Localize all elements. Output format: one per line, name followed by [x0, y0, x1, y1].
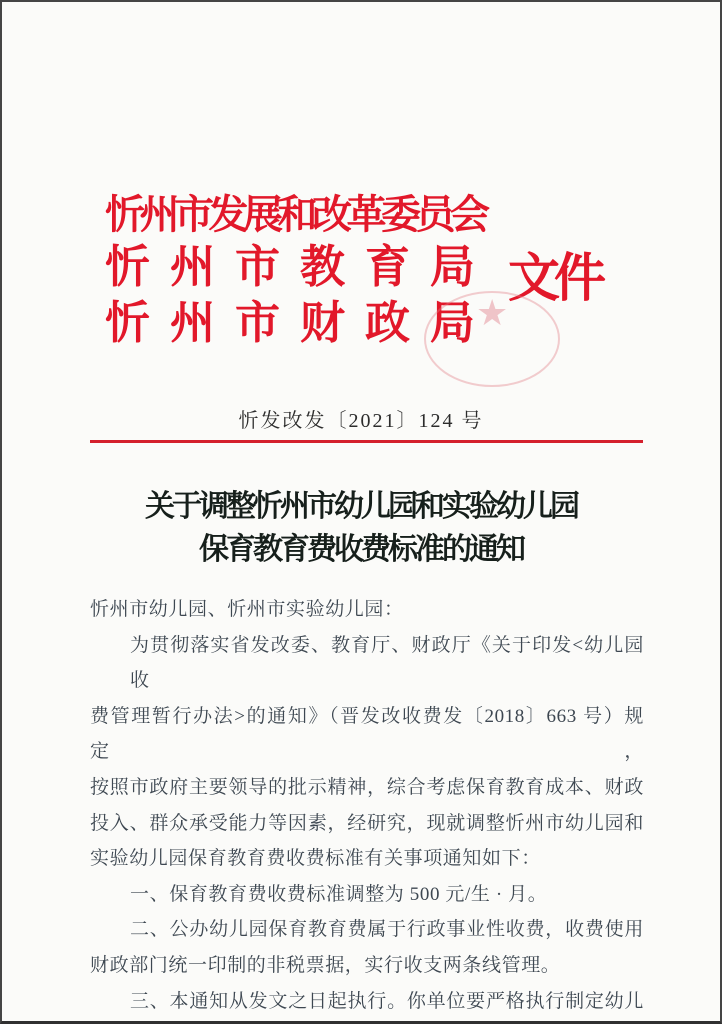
- document-reference-number: 忻发改发〔2021〕124 号: [238, 410, 484, 432]
- agency-char: 局: [429, 241, 475, 292]
- body-text-line: 按照市政府主要领导的批示精神，综合考虑保育教育成本、财政: [90, 776, 644, 798]
- agency-char: 市: [234, 241, 280, 292]
- letterhead-agency-3: [105, 296, 475, 350]
- document-title-line-1: 关于调整忻州市幼儿园和实验幼儿园: [145, 490, 577, 523]
- body-text-line: 费管理暂行办法>的通知》（晋发改收费发〔2018〕663 号）规定，: [90, 705, 644, 763]
- document-title: [2, 485, 720, 571]
- agency-char: 教: [299, 241, 345, 292]
- letterhead-divider-rule: [90, 440, 643, 443]
- document-body: [90, 592, 644, 1019]
- official-seal-star-icon: ★: [476, 293, 509, 334]
- body-text-line: 忻州市幼儿园、忻州市实验幼儿园：: [90, 599, 404, 620]
- agency-char: 忻: [105, 241, 151, 292]
- body-text-line: 三、本通知从发文之日起执行。你单位要严格执行制定幼儿: [130, 990, 644, 1012]
- agency-char: 州: [169, 297, 215, 348]
- agency-char: 育: [364, 241, 410, 292]
- letterhead-agency-2: [105, 240, 475, 294]
- letterhead-agency-1: 忻州市发展和改革委员会: [105, 192, 485, 237]
- body-text-line: 一、保育教育费收费标准调整为 500 元/生 · 月。: [130, 883, 548, 905]
- body-text-line: 财政部门统一印制的非税票据，实行收支两条线管理。: [90, 954, 561, 976]
- agency-char: 财: [299, 297, 345, 348]
- agency-char: 忻: [105, 297, 151, 348]
- agency-char: 市: [234, 297, 280, 348]
- body-text-line: 二、公办幼儿园保育教育费属于行政事业性收费，收费使用: [130, 919, 644, 941]
- document-title-line-2: 保育教育费收费标准的通知: [199, 533, 523, 566]
- letterhead-doc-type-label: 文件: [508, 251, 601, 308]
- agency-char: 州: [169, 241, 215, 292]
- body-text-line: 为贯彻落实省发改委、教育厅、财政厅《关于印发<幼儿园收: [130, 634, 644, 692]
- body-text-line: 实验幼儿园保育教育费收费标准有关事项通知如下：: [90, 848, 541, 870]
- agency-char: 政: [364, 297, 410, 348]
- body-text-line: 投入、群众承受能力等因素，经研究，现就调整忻州市幼儿园和: [90, 812, 644, 834]
- agency-char: 局: [429, 297, 475, 348]
